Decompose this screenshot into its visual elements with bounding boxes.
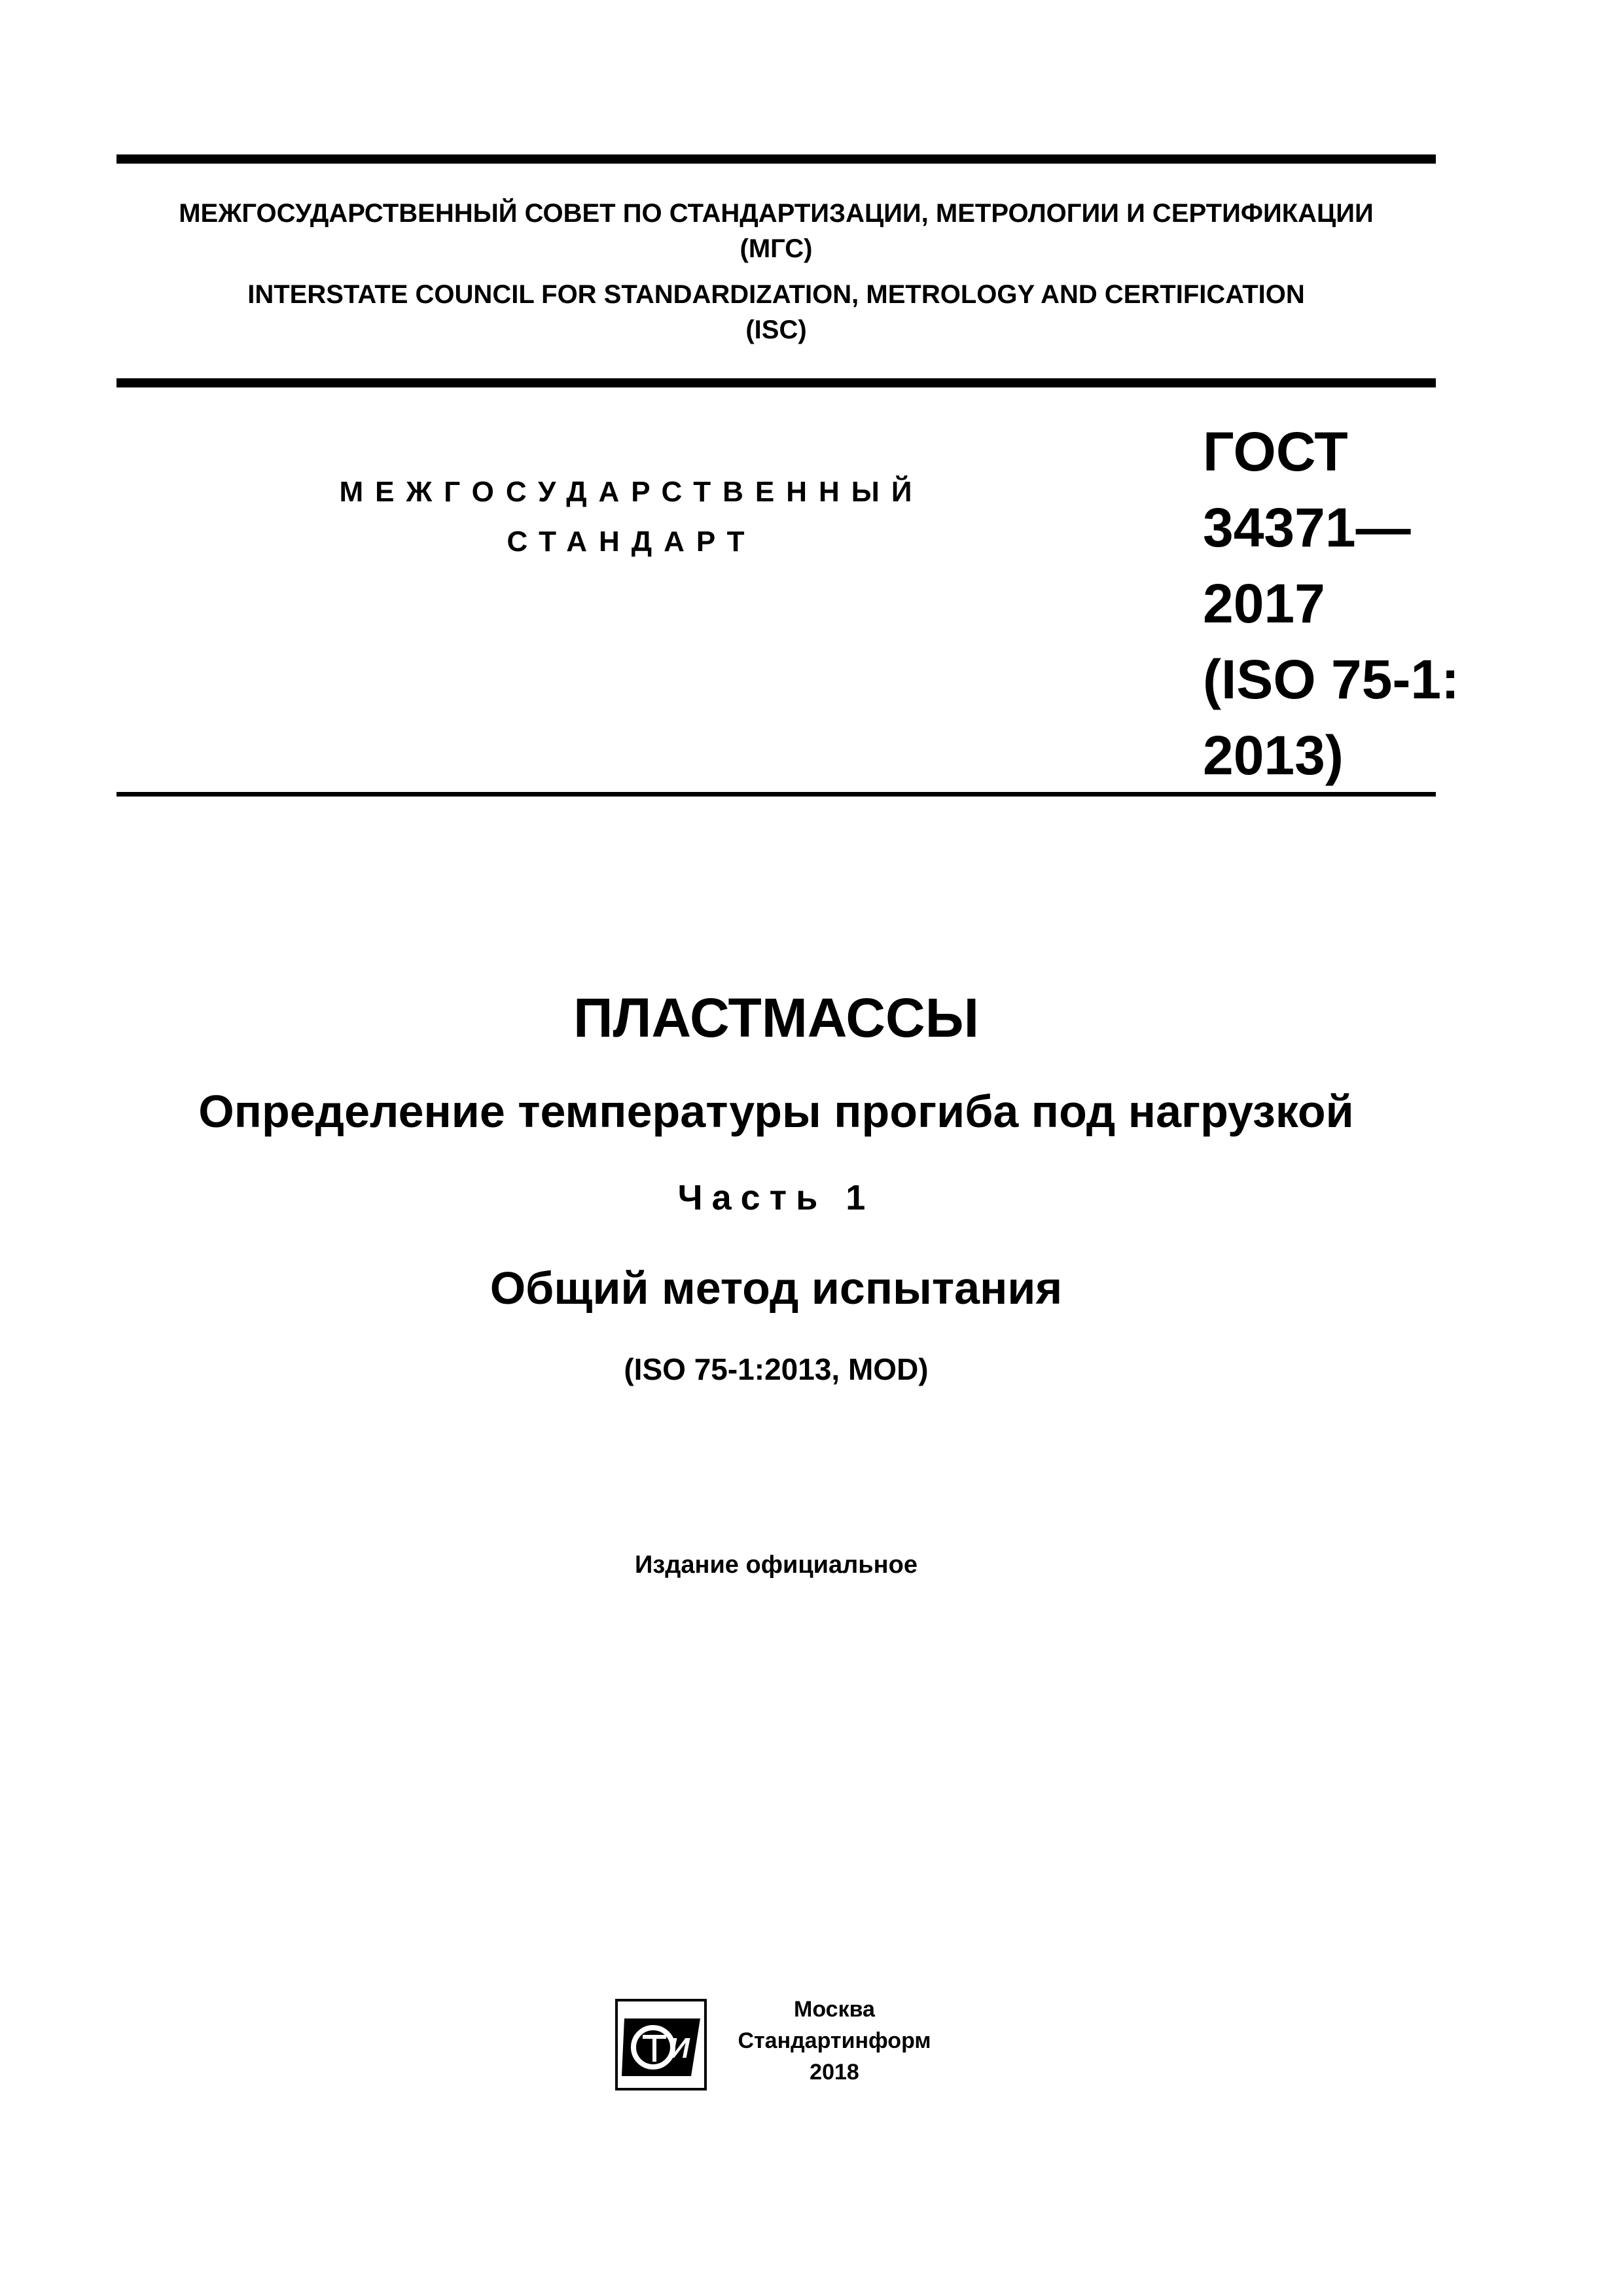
top-rule <box>116 154 1436 164</box>
standard-designation <box>1203 414 1460 793</box>
publisher-year: 2018 <box>810 2060 859 2085</box>
council-abbr-ru: (МГС) <box>740 234 813 263</box>
document-title: ПЛАСТМАССЫ <box>573 987 979 1049</box>
designation-line4: (ISO 75-1: <box>1203 649 1460 710</box>
edition-note: Издание официальное <box>635 1551 918 1579</box>
designation-line3: 2017 <box>1203 573 1325 634</box>
standartinform-logo-icon <box>615 1999 707 2090</box>
publisher-city: Москва <box>794 1997 875 2022</box>
standard-label-line2: СТАНДАРТ <box>507 526 757 558</box>
council-name-ru: МЕЖГОСУДАРСТВЕННЫЙ СОВЕТ ПО СТАНДАРТИЗАЦИИ, МЕТРОЛОГИИ И СЕРТИФИКАЦИИ <box>179 199 1374 228</box>
document-method: Общий метод испытания <box>490 1263 1063 1314</box>
document-part: Часть 1 <box>677 1178 875 1217</box>
bottom-rule <box>116 792 1436 797</box>
svg-text:И: И <box>669 2032 690 2064</box>
document-subtitle: Определение температуры прогиба под нагрузкой <box>198 1086 1354 1137</box>
council-name-en: INTERSTATE COUNCIL FOR STANDARDIZATION, METROLOGY AND CERTIFICATION <box>247 280 1305 309</box>
publisher-name: Стандартинформ <box>738 2028 931 2053</box>
designation-line1: ГОСТ <box>1203 421 1348 482</box>
council-abbr-en: (ISC) <box>745 315 807 344</box>
iso-reference: (ISO 75-1:2013, MOD) <box>624 1352 929 1386</box>
middle-rule <box>116 378 1436 387</box>
designation-line2: 34371— <box>1203 497 1411 558</box>
publisher-block <box>726 1994 942 2088</box>
standard-label-line1: МЕЖГОСУДАРСТВЕННЫЙ <box>339 476 924 508</box>
designation-line5: 2013) <box>1203 725 1344 786</box>
